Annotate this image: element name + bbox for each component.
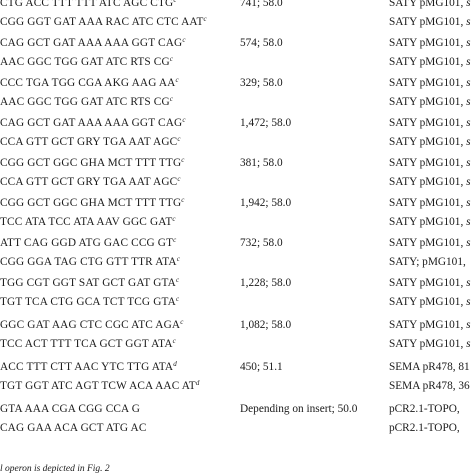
- source-text: SEMA pR478, 36: [389, 380, 470, 392]
- forward-primer-sequence: [0, 403, 140, 416]
- source-text: SATY; pMG101,: [389, 256, 466, 268]
- reverse-primer-sequence: [0, 380, 200, 393]
- template-source: [389, 403, 460, 416]
- forward-primer-sequence: [0, 0, 177, 10]
- source-italic-text: s: [466, 157, 471, 169]
- reverse-primer-sequence: [0, 96, 173, 109]
- source-text: SATY pMG101,: [389, 237, 467, 249]
- footnote-marker: c: [180, 318, 184, 326]
- footnote-marker: d: [173, 360, 177, 368]
- source-text: SATY pMG101,: [389, 0, 467, 9]
- source-text: SATY pMG101,: [389, 37, 467, 49]
- footnote-marker: c: [181, 156, 185, 164]
- primer-sequence-text: CCC TGA TGG CGA AKG AAG AA: [0, 77, 176, 89]
- source-italic-text: s: [466, 37, 471, 49]
- size-text: 450; 51.1: [240, 361, 283, 373]
- primer-sequence-text: TGG CGT GGT SAT GCT GAT GTA: [0, 277, 176, 289]
- template-source: [389, 117, 471, 130]
- footnote-marker: c: [203, 15, 207, 23]
- forward-primer-sequence: [0, 237, 176, 250]
- source-text: pCR2.1-TOPO,: [389, 422, 460, 434]
- size-text: 741; 58.0: [240, 0, 283, 9]
- template-source: [389, 277, 471, 290]
- primer-sequence-text: TCC ACT TTT TCA GCT GGT ATA: [0, 338, 173, 350]
- source-text: SATY pMG101,: [389, 197, 467, 209]
- source-text: SEMA pR478, 81: [389, 361, 470, 373]
- source-italic-text: s: [466, 16, 471, 28]
- source-text: SATY pMG101,: [389, 296, 467, 308]
- source-text: SATY pMG101,: [389, 77, 467, 89]
- forward-primer-sequence: [0, 277, 179, 290]
- primer-sequence-text: GGC GAT AAG CTC CGC ATC AGA: [0, 319, 181, 331]
- source-italic-text: s: [466, 296, 471, 308]
- source-italic-text: s: [466, 176, 471, 188]
- source-text: SATY pMG101,: [389, 96, 467, 108]
- primer-sequence-text: TCC ATA TCC ATA AAV GGC GAT: [0, 216, 173, 228]
- template-source: [389, 56, 471, 69]
- template-source: [389, 216, 471, 229]
- product-size-annealing-temp: [240, 277, 291, 290]
- primer-sequence-text: AAC GGC TGG GAT ATC RTS CG: [0, 96, 170, 108]
- source-italic-text: s: [466, 56, 471, 68]
- primer-sequence-text: CGG GCT GGC GHA MCT TTT TTG: [0, 157, 182, 169]
- primer-sequence-text: CAG GAA ACA GCT ATG AC: [0, 422, 147, 434]
- primer-sequence-text: CCA GTT GCT GRY TGA AAT AGC: [0, 176, 178, 188]
- reverse-primer-sequence: [0, 338, 176, 351]
- reverse-primer-sequence: [0, 136, 181, 149]
- footnote-marker: c: [175, 76, 179, 84]
- template-source: [389, 319, 471, 332]
- source-text: SATY pMG101,: [389, 56, 467, 68]
- reverse-primer-sequence: [0, 56, 173, 69]
- footnote-marker: c: [176, 255, 180, 263]
- source-italic-text: s: [466, 237, 471, 249]
- source-text: pCR2.1-TOPO,: [389, 403, 460, 415]
- primer-sequence-text: TGT TCA CTG GCA TCT TCG GTA: [0, 296, 176, 308]
- footnote-marker: c: [175, 295, 180, 303]
- product-size-annealing-temp: [240, 117, 291, 130]
- template-source: [389, 422, 460, 435]
- template-source: [389, 176, 471, 189]
- template-source: [389, 37, 471, 50]
- footnote-marker: c: [182, 36, 186, 44]
- primer-sequence-text: AAC GGC TGG GAT ATC RTS CG: [0, 56, 170, 68]
- template-source: [389, 0, 471, 10]
- source-italic-text: s: [466, 197, 471, 209]
- source-text: SATY pMG101,: [389, 319, 467, 331]
- source-italic-text: s: [466, 319, 471, 331]
- product-size-annealing-temp: [240, 361, 283, 374]
- template-source: [389, 361, 470, 374]
- source-text: SATY pMG101,: [389, 176, 467, 188]
- product-size-annealing-temp: [240, 157, 283, 170]
- source-italic-text: s: [466, 136, 471, 148]
- footnote-marker: c: [177, 175, 181, 183]
- source-text: SATY pMG101,: [389, 117, 467, 129]
- footnote-marker: c: [172, 337, 176, 345]
- reverse-primer-sequence: [0, 176, 181, 189]
- primer-sequence-text: CGG GCT GGC GHA MCT TTT TTG: [0, 197, 182, 209]
- primer-sequence-text: CTG ACC TTT TTT ATC AGC CTG: [0, 0, 174, 9]
- source-italic-text: s: [466, 77, 471, 89]
- primer-sequence-text: ATT CAG GGD ATG GAC CCG GT: [0, 237, 174, 249]
- primer-sequence-text: GTA AAA CGA CGG CCA G: [0, 403, 141, 415]
- source-text: SATY pMG101,: [389, 136, 467, 148]
- template-source: [389, 237, 471, 250]
- reverse-primer-sequence: [0, 296, 179, 309]
- source-italic-text: s: [466, 96, 471, 108]
- footnote-marker: c: [173, 0, 177, 4]
- reverse-primer-sequence: [0, 256, 180, 269]
- source-text: SATY pMG101,: [389, 216, 467, 228]
- template-source: [389, 256, 466, 269]
- forward-primer-sequence: [0, 37, 186, 50]
- footnote-marker: d: [195, 379, 200, 387]
- primer-sequence-text: CCA GTT GCT GRY TGA AAT AGC: [0, 136, 178, 148]
- source-text: SATY pMG101,: [389, 16, 467, 28]
- source-text: SATY pMG101,: [389, 277, 467, 289]
- footnote-marker: c: [175, 276, 180, 284]
- product-size-annealing-temp: [240, 77, 283, 90]
- size-text: 1,472; 58.0: [240, 117, 292, 129]
- forward-primer-sequence: [0, 77, 179, 90]
- template-source: [389, 96, 471, 109]
- primer-sequence-text: ACC TTT CTT AAC YTC TTG ATA: [0, 361, 174, 373]
- footnote-marker: c: [182, 116, 186, 124]
- primer-sequence-text: CAG GCT GAT AAA AAA GGT CAG: [0, 117, 183, 129]
- template-source: [389, 77, 471, 90]
- primer-sequence-text: TGT GGT ATC AGT TCW ACA AAC AT: [0, 380, 196, 392]
- template-source: [389, 338, 471, 351]
- forward-primer-sequence: [0, 319, 184, 332]
- source-text: SATY pMG101,: [389, 338, 467, 350]
- product-size-annealing-temp: [240, 403, 357, 416]
- size-text: Depending on insert; 50.0: [240, 403, 358, 415]
- size-text: 329; 58.0: [240, 77, 283, 89]
- source-italic-text: s: [466, 216, 471, 228]
- forward-primer-sequence: [0, 361, 177, 374]
- source-text: SATY pMG101,: [389, 157, 467, 169]
- size-text: 732; 58.0: [240, 237, 283, 249]
- reverse-primer-sequence: [0, 16, 207, 29]
- footnote-marker: c: [169, 95, 174, 103]
- template-source: [389, 16, 471, 29]
- template-source: [389, 136, 471, 149]
- table-footnote: l operon is depicted in Fig. 2: [0, 464, 110, 474]
- size-text: 1,082; 58.0: [240, 319, 292, 331]
- source-italic-text: s: [466, 117, 471, 129]
- template-source: [389, 380, 470, 393]
- footnote-marker: c: [181, 196, 185, 204]
- template-source: [389, 296, 471, 309]
- footnote-marker: c: [172, 215, 176, 223]
- product-size-annealing-temp: [240, 0, 283, 10]
- template-source: [389, 157, 471, 170]
- primer-sequence-text: CGG GGA TAG CTG GTT TTR ATA: [0, 256, 177, 268]
- product-size-annealing-temp: [240, 237, 283, 250]
- product-size-annealing-temp: [240, 197, 291, 210]
- footnote-marker: c: [173, 236, 177, 244]
- size-text: 1,942; 58.0: [240, 197, 292, 209]
- size-text: 1,228; 58.0: [240, 277, 292, 289]
- source-italic-text: s: [466, 277, 471, 289]
- reverse-primer-sequence: [0, 422, 147, 435]
- forward-primer-sequence: [0, 157, 185, 170]
- primer-sequence-text: CGG GGT GAT AAA RAC ATC CTC AAT: [0, 16, 204, 28]
- primer-sequence-text: CAG GCT GAT AAA AAA GGT CAG: [0, 37, 183, 49]
- footnote-marker: c: [169, 55, 174, 63]
- product-size-annealing-temp: [240, 37, 283, 50]
- source-italic-text: s: [466, 338, 471, 350]
- reverse-primer-sequence: [0, 216, 176, 229]
- footnote-marker: c: [177, 135, 181, 143]
- forward-primer-sequence: [0, 117, 186, 130]
- forward-primer-sequence: [0, 197, 185, 210]
- size-text: 381; 58.0: [240, 157, 283, 169]
- source-italic-text: s: [466, 0, 471, 9]
- size-text: 574; 58.0: [240, 37, 283, 49]
- template-source: [389, 197, 471, 210]
- product-size-annealing-temp: [240, 319, 291, 332]
